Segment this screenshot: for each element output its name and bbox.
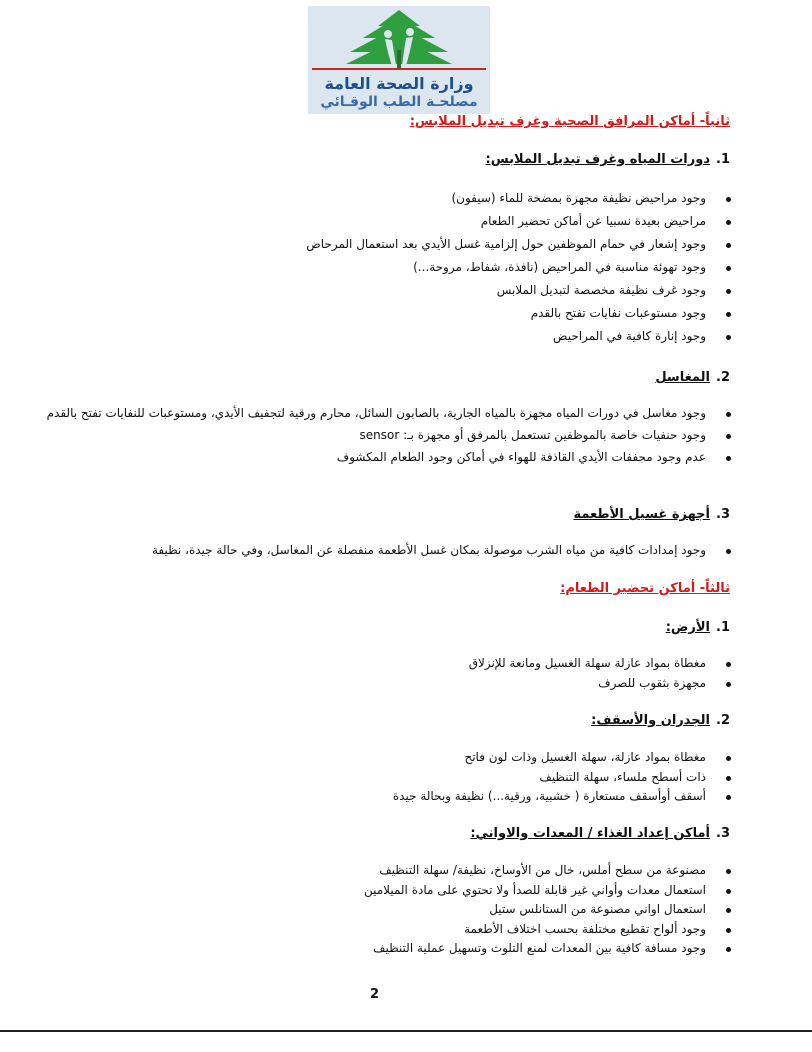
floor-list: [469, 654, 706, 693]
list-item: وجود مغاسل في دورات المياه مجهزة بالمياه الجارية، بالصابون السائل، محارم ورقية لتجفيف الأيدي، ومستوعبات للنفايات تفتح بالقدم: [20, 405, 706, 427]
toilets-list: [306, 187, 706, 348]
list-item: مصنوعة من سطح أملس، خال من الأوساخ، نظيفة/ سهلة التنظيف: [364, 861, 706, 881]
list-item: وجود مراحيض نظيفة مجهزة بمضخة للماء (سيفون): [306, 187, 706, 210]
subsection-sinks-title: [655, 370, 730, 385]
list-item: وجود إشعار في حمام الموظفين حول إلزامية غسل الأيدي بعد استعمال المرحاض: [306, 233, 706, 256]
list-item: استعمال اواني مصنوعة من الستانلس ستيل: [364, 900, 706, 920]
logo-department-name: مصلحـة الطب الوقـائي: [320, 94, 478, 110]
section-2-title: ثانياً- أماكن المرافق الصحية وغرف تبديل الملابس:: [409, 114, 730, 129]
subsection-number: 1.: [716, 620, 730, 635]
list-item: وجود تهوئة مناسبة في المراحيض (نافذة، شفاط، مروحة...): [306, 256, 706, 279]
list-item: استعمال معدات وأواني غير قابلة للصدأ ولا تحتوي على مادة الميلامين: [364, 881, 706, 901]
subsection-title-text: أماكن إعداد الغذاء / المعدات والاواني:: [470, 826, 710, 841]
list-item: وجود مستوعبات نفايات تفتح بالقدم: [306, 302, 706, 325]
list-item: ذات أسطح ملساء، سهلة التنظيف: [393, 768, 706, 788]
subsection-number: 2.: [716, 713, 730, 728]
subsection-title-text: دورات المياه وغرف تبديل الملابس:: [485, 152, 710, 167]
equipment-list: [364, 861, 706, 959]
subsection-title-text: الجدران والأسقف:: [591, 713, 710, 728]
subsection-walls-title: [591, 713, 730, 728]
cedar-tree-icon: [308, 6, 490, 76]
list-item: وجود حنفيات خاصة بالموظفين تستعمل بالمرفق أو مجهزة بـ: sensor: [20, 427, 706, 449]
section-3-title: ثالثاً- أماكن تحضير الطعام:: [560, 581, 730, 596]
subsection-title-text: المغاسل: [655, 370, 710, 385]
subsection-number: 3.: [716, 507, 730, 522]
subsection-food-washing-title: [573, 507, 730, 522]
list-item: مراحيض بعيدة نسبيا عن أماكن تحضير الطعام: [306, 210, 706, 233]
subsection-number: 2.: [716, 370, 730, 385]
subsection-number: 1.: [716, 152, 730, 167]
list-item: وجود ألواح تقطيع مختلفة بحسب اختلاف الأطعمة: [364, 920, 706, 940]
walls-list: [393, 748, 706, 807]
list-item: مغطاة بمواد عازلة، سهلة الغسيل وذات لون فاتح: [393, 748, 706, 768]
subsection-title-text: الأرض:: [665, 620, 710, 635]
page-number: 2: [370, 987, 380, 1002]
logo-ministry-name: وزارة الصحة العامة: [324, 74, 474, 93]
subsection-number: 3.: [716, 826, 730, 841]
food-washing-list: [152, 539, 706, 562]
footer-divider: [0, 1030, 812, 1032]
list-item: مجهزة بثقوب للصرف: [469, 674, 706, 694]
list-item: عدم وجود مجففات الأيدي القاذفة للهواء في أماكن وجود الطعام المكشوف: [20, 449, 706, 471]
ministry-logo: [308, 6, 490, 114]
subsection-equipment-title: [470, 826, 730, 841]
list-item: وجود مسافة كافية بين المعدات لمنع التلوث وتسهيل عملية التنظيف: [364, 939, 706, 959]
subsection-floor-title: [666, 620, 730, 635]
subsection-title-text: أجهزة غسيل الأطعمة: [573, 507, 710, 522]
list-item: وجود غرف نظيفة مخصصة لتبديل الملابس: [306, 279, 706, 302]
list-item: وجود إمدادات كافية من مياه الشرب موصولة بمكان غسل الأطعمة منفصلة عن المغاسل، وفي حالة جيدة، نظيفة: [152, 539, 706, 562]
list-item: مغطاة بمواد عازلة سهلة الغسيل ومانعة للإنزلاق: [469, 654, 706, 674]
subsection-toilets-title: [486, 152, 731, 167]
list-item: أسقف أوأسقف مستعارة ( خشبية، ورقية...) نظيفة وبحالة جيدة: [393, 787, 706, 807]
sinks-list: [20, 405, 706, 471]
list-item: وجود إنارة كافية في المراحيض: [306, 325, 706, 348]
